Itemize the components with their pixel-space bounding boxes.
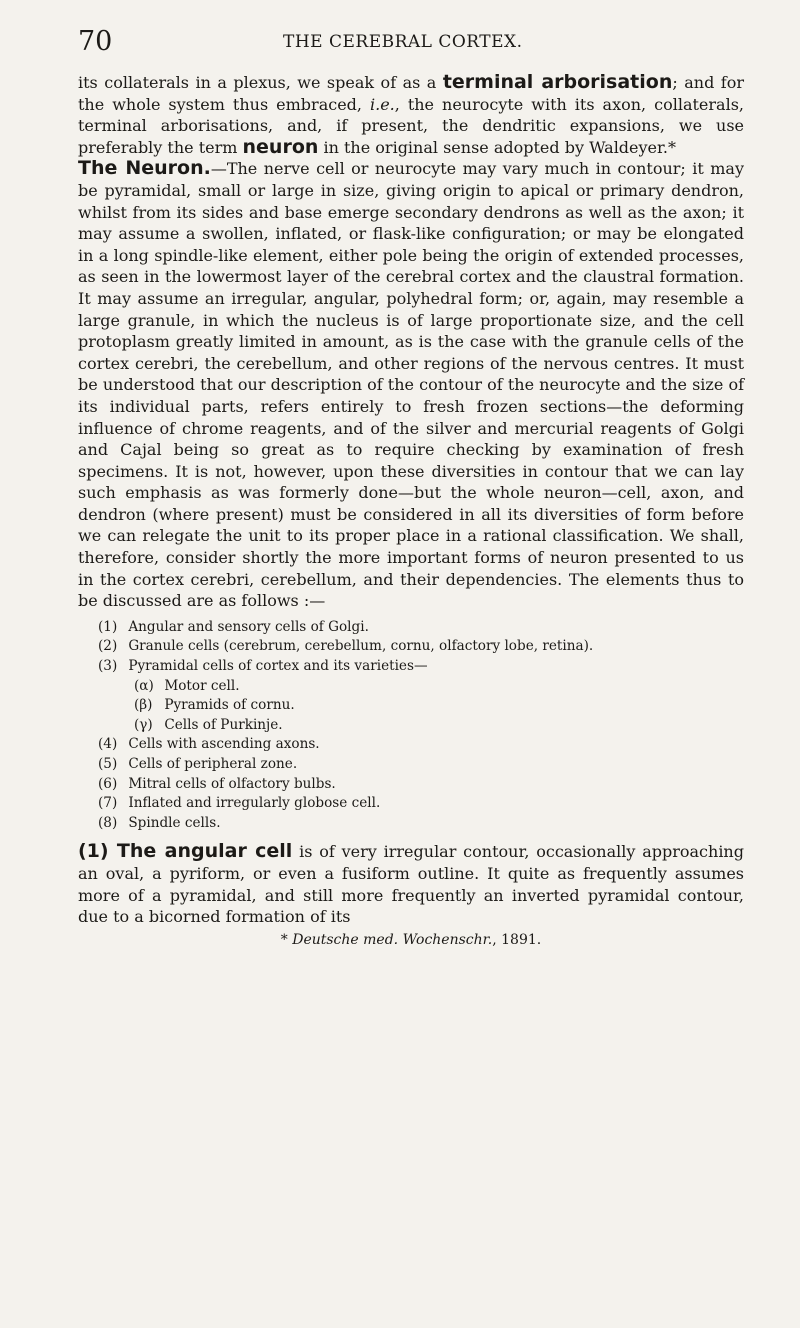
- list-subitem: [78, 716, 744, 736]
- list-item-text: Cells of Purkinje.: [164, 716, 283, 733]
- list-item-number: (β): [134, 697, 153, 714]
- list-item-text: Pyramidal cells of cortex and its varieties—: [128, 658, 428, 675]
- list-item-text: Cells of peripheral zone.: [128, 756, 298, 772]
- list-subitem: [78, 696, 744, 716]
- para3-text: is of very irregular contour, occasionally approaching an oval, a pyriform, or even a fusiform outline. It quite as frequently assumes more of a pyramidal, and still more frequently an inverted pyramidal contour, due to a bicorned formation of its: [78, 842, 744, 927]
- footnote-year: , 1891.: [492, 931, 542, 948]
- paragraph-angular-cell: [78, 841, 744, 927]
- page-number: 70: [78, 26, 113, 57]
- para1-text-1: its collaterals in a plexus, we speak of as a: [78, 73, 443, 92]
- list-item: [78, 657, 744, 677]
- footnote-mark: *: [280, 931, 293, 948]
- list-item: [78, 755, 744, 775]
- list-item: [78, 735, 744, 755]
- list-item: [78, 618, 744, 638]
- abbr-ie: i.e.: [369, 94, 395, 114]
- list-item-text: Angular and sensory cells of Golgi.: [128, 618, 369, 635]
- section-title-angular-cell: (1) The angular cell: [78, 840, 293, 863]
- footnote-source: Deutsche med. Wochenschr.: [292, 931, 493, 948]
- list-item-number: (1): [98, 618, 118, 635]
- list-item-number: (2): [98, 638, 118, 655]
- paragraph-neuron: [78, 158, 744, 611]
- list-item-text: Pyramids of cornu.: [164, 697, 295, 714]
- term-terminal-arborisation: terminal arborisation: [442, 71, 673, 93]
- list-item-number: (3): [98, 658, 118, 675]
- list-item: [78, 814, 744, 834]
- list-item-number: (5): [98, 756, 118, 772]
- list-item-number: (α): [134, 677, 154, 694]
- para2-text: —The nerve cell or neurocyte may vary much in contour; it may be pyramidal, small or large in size, giving origin to apical or primary dendron, whilst from its sides and base emerge secondary dendrons as well as the axon; it may assume a swollen, inflated, or flask-like configuration; or may be elongated in a long spindle-like element, either pole being the origin of extended processes, as seen in the lowermost layer of the cerebral cortex and the claustral formation. It may assume an irregular, angular, polyhedral form; or, again, may resemble a large granule, in which the nucleus is of large proportionate size, and the cell protoplasm greatly limited in amount, as is the case with the granule cells of the cortex cerebri, the cerebellum, and other regions of the nervous centres. It must be understood that our description of the contour of the neurocyte and the size of its individual parts, refers entirely to fresh frozen sections—the deforming influence of chrome reagents, and of the silver and mercurial reagents of Golgi and Cajal being so great as to require checking by examination of fresh specimens. It is not, however, upon these diversities in contour that we can lay such emphasis as was formerly done—but the whole neuron—cell, axon, and dendron (where present) must be considered in all its diversities of form before we can relegate the unit to its proper place in a rational classification. We shall, therefore, consider shortly the more important forms of neuron presented to us in the cortex cerebri, cerebellum, and their dependencies. The elements thus to be discussed are as follows :—: [78, 159, 744, 611]
- term-neuron: neuron: [242, 135, 319, 158]
- list-item-text: Inflated and irregularly globose cell.: [128, 795, 381, 812]
- list-subitem: [78, 677, 744, 697]
- list-item-number: (6): [98, 775, 118, 792]
- cell-types-list: [78, 618, 744, 834]
- page-header: [78, 26, 744, 60]
- list-item-text: Granule cells (cerebrum, cerebellum, cornu, olfactory lobe, retina).: [128, 638, 594, 655]
- list-item-text: Spindle cells.: [128, 814, 221, 831]
- body-text: [78, 72, 744, 951]
- list-item-text: Mitral cells of olfactory bulbs.: [128, 775, 336, 792]
- list-item-number: (γ): [134, 716, 153, 733]
- list-item-number: (4): [98, 736, 118, 753]
- list-item-text: Cells with ascending axons.: [128, 736, 320, 753]
- list-item: [78, 775, 744, 795]
- list-item: [78, 794, 744, 814]
- section-title-neuron: The Neuron.: [78, 157, 211, 180]
- paragraph-1: [78, 72, 744, 158]
- footnote: [78, 930, 744, 952]
- list-item-number: (7): [98, 795, 118, 812]
- running-head: THE CEREBRAL CORTEX.: [283, 32, 523, 52]
- list-item-number: (8): [98, 814, 118, 831]
- para1-text-2: ; and for the whole system thus embraced,: [78, 73, 744, 114]
- para1-text-3: , the neurocyte with its axon, collaterals, terminal arborisations, and, if present, the dendritic expansions, we use preferably the term: [78, 94, 744, 157]
- para1-text-4: in the original sense adopted by Waldeyer.*: [318, 137, 676, 157]
- list-item-text: Motor cell.: [164, 677, 240, 694]
- list-item: [78, 637, 744, 657]
